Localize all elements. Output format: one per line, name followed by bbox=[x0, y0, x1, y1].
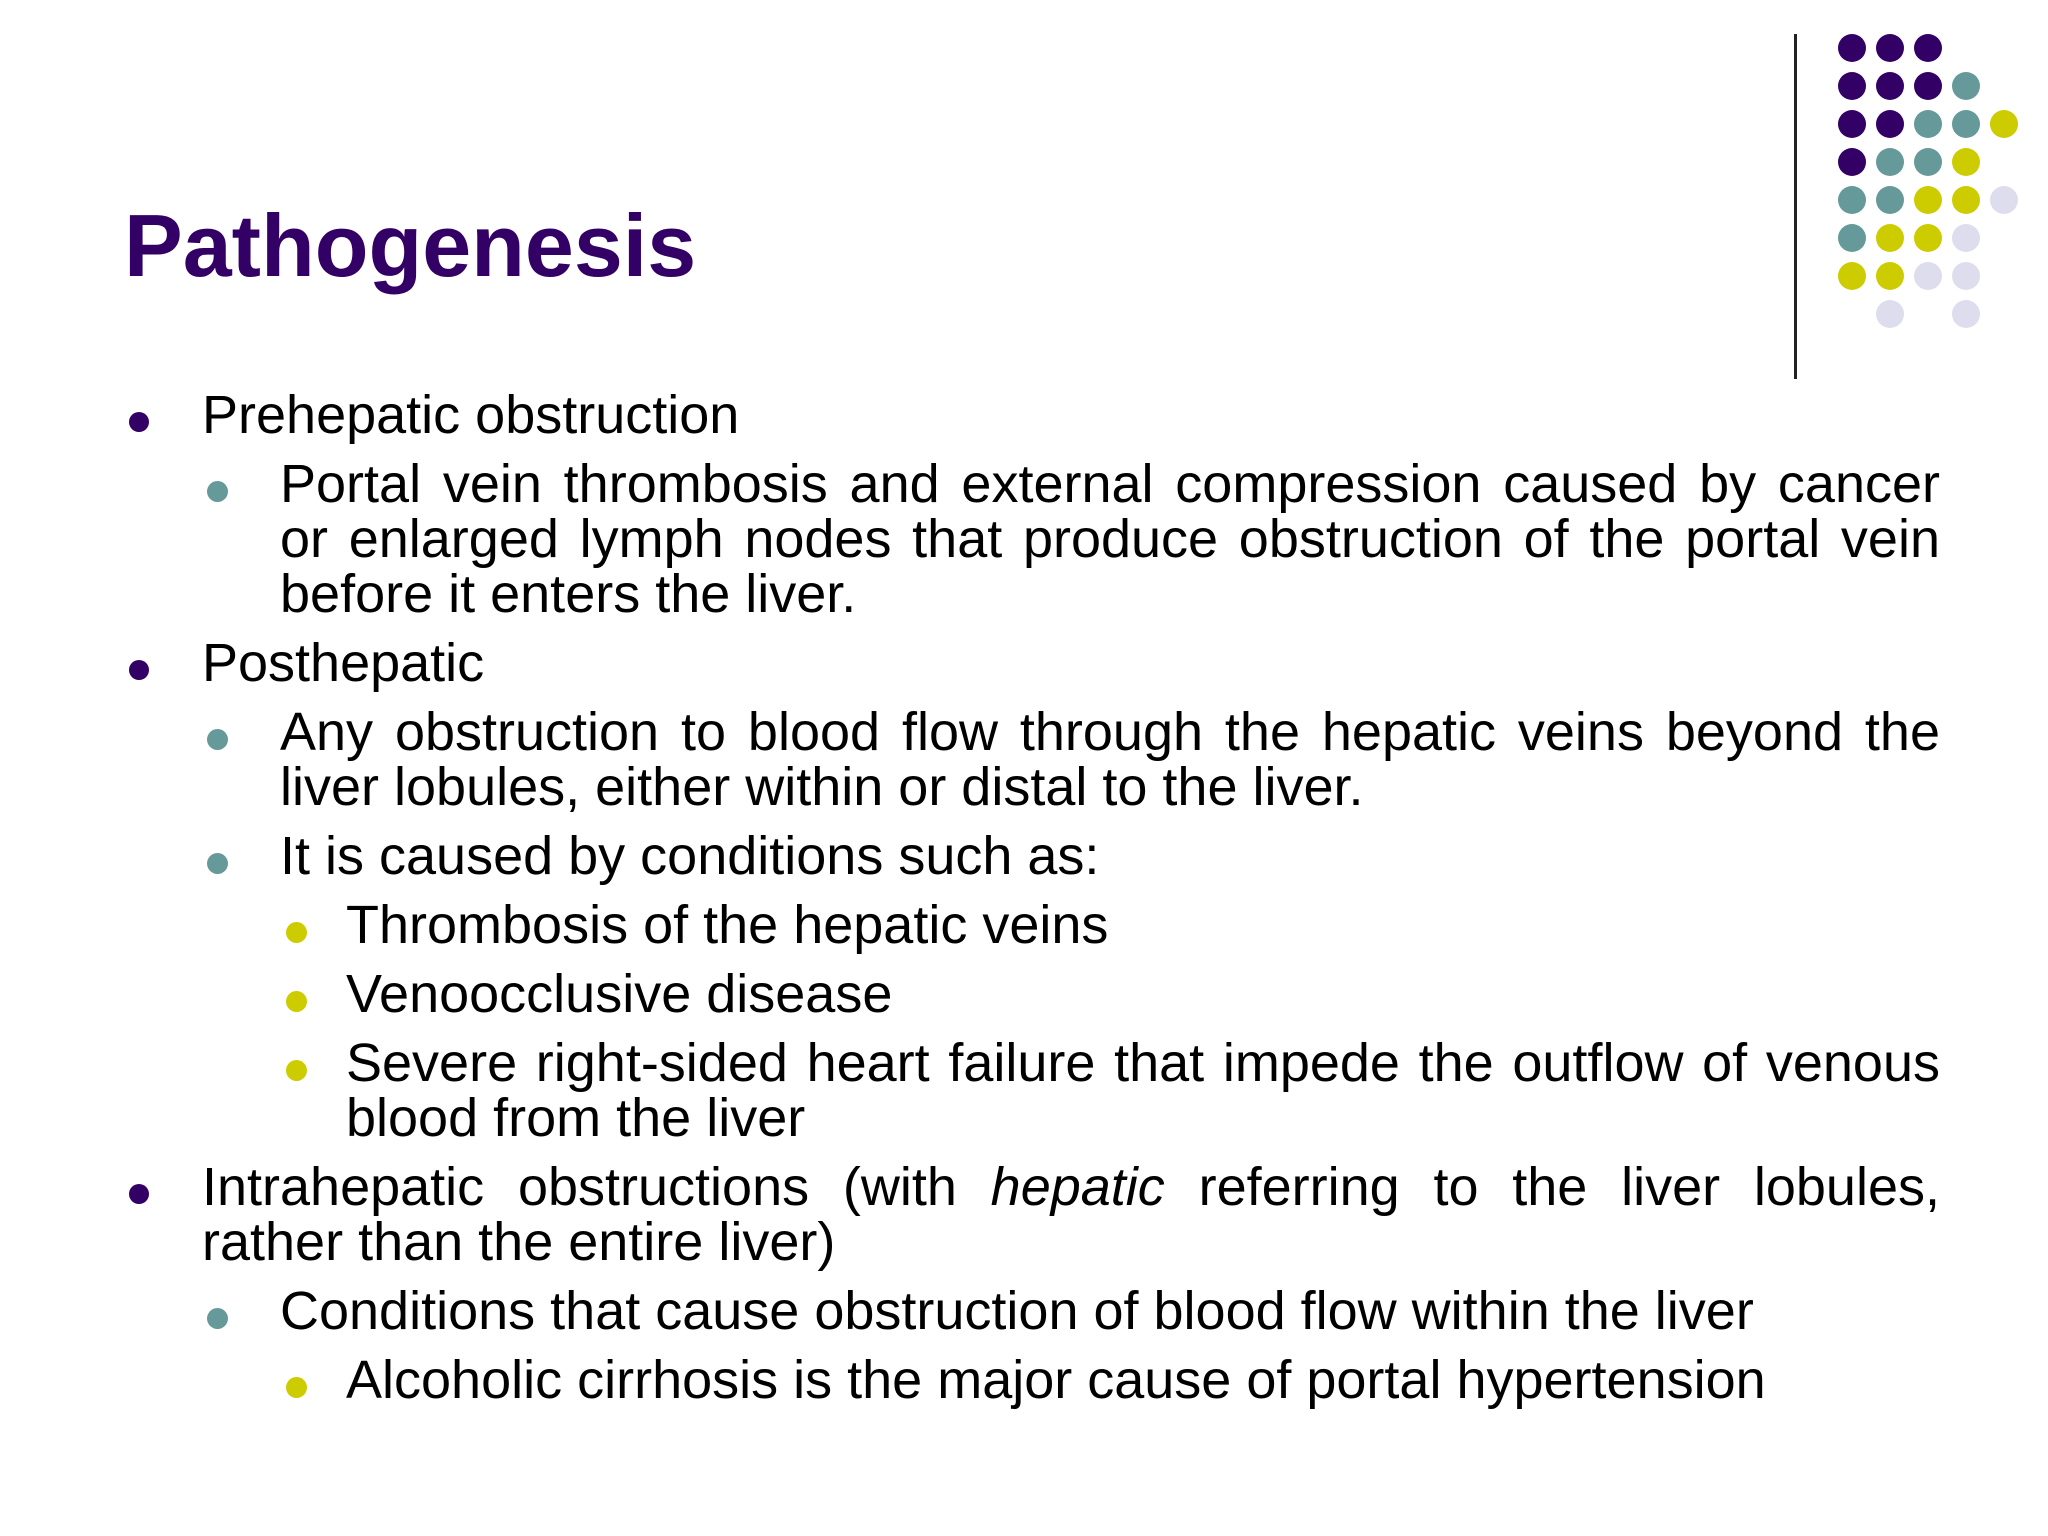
sub-bullet-caused-by bbox=[202, 826, 1940, 886]
decorative-dot bbox=[1838, 72, 1866, 100]
decorative-dot bbox=[1876, 72, 1904, 100]
decorative-dot bbox=[1914, 72, 1942, 100]
decorative-dot bbox=[1914, 262, 1942, 290]
bullet-text: Prehepatic obstruction bbox=[202, 385, 740, 445]
decorative-dot bbox=[1876, 34, 1904, 62]
bullet-dot-icon bbox=[207, 729, 228, 750]
decorative-dot bbox=[1876, 186, 1904, 214]
sub-bullet-conditions bbox=[202, 1281, 1940, 1341]
slide-title: Pathogenesis bbox=[124, 196, 697, 295]
decorative-dot bbox=[1914, 186, 1942, 214]
decorative-dot bbox=[1952, 110, 1980, 138]
decorative-dot bbox=[1952, 224, 1980, 252]
bullet-text-italic: hepatic bbox=[990, 1157, 1165, 1217]
decorative-dot bbox=[1876, 148, 1904, 176]
sub-sub-bullet-venoocclusive bbox=[280, 964, 1940, 1024]
bullet-dot-icon bbox=[286, 991, 307, 1012]
decorative-dot bbox=[1876, 224, 1904, 252]
decorative-dot bbox=[1914, 224, 1942, 252]
bullet-dot-icon bbox=[129, 1184, 149, 1204]
decorative-dot bbox=[1838, 34, 1866, 62]
decorative-dot bbox=[1914, 148, 1942, 176]
bullet-dot-icon bbox=[207, 481, 228, 502]
decorative-dot bbox=[1952, 72, 1980, 100]
bullet-posthepatic bbox=[124, 633, 1940, 693]
bullet-dot-icon bbox=[207, 853, 228, 874]
decorative-dot bbox=[1838, 186, 1866, 214]
decorative-dot bbox=[1990, 110, 2018, 138]
decorative-dot-grid bbox=[1838, 34, 2038, 334]
decorative-dot bbox=[1838, 110, 1866, 138]
decorative-dot bbox=[1876, 110, 1904, 138]
bullet-dot-icon bbox=[129, 660, 149, 680]
bullet-text: Posthepatic bbox=[202, 633, 485, 693]
bullet-text: Portal vein thrombosis and external compression caused by cancer or enlarged lymph nodes that produce obstruction of the portal vein before it enters the liver. bbox=[280, 454, 1940, 624]
bullet-dot-icon bbox=[286, 922, 307, 943]
bullet-text: Any obstruction to blood flow through the hepatic veins beyond the liver lobules, either within or distal to the liver. bbox=[280, 702, 1940, 817]
bullet-text-after: referring to the liver lobules, rather than the entire liver) bbox=[202, 1157, 1940, 1272]
bullet-prehepatic bbox=[124, 385, 1940, 445]
sub-sub-bullet-thrombosis bbox=[280, 895, 1940, 955]
decorative-dot bbox=[1952, 262, 1980, 290]
sub-bullet-portal-vein bbox=[202, 454, 1940, 624]
bullet-text: Alcoholic cirrhosis is the major cause of portal hypertension bbox=[346, 1350, 1766, 1410]
decorative-dot bbox=[1876, 262, 1904, 290]
sub-sub-bullet-heart-failure bbox=[280, 1033, 1940, 1148]
decorative-dot bbox=[1952, 186, 1980, 214]
decorative-dot bbox=[1838, 262, 1866, 290]
sub-sub-bullet-alcoholic-cirrhosis bbox=[280, 1350, 1940, 1410]
decorative-dot bbox=[1838, 148, 1866, 176]
bullet-text: Thrombosis of the hepatic veins bbox=[346, 895, 1109, 955]
bullet-intrahepatic bbox=[124, 1157, 1940, 1272]
bullet-dot-icon bbox=[129, 412, 149, 432]
decorative-dot bbox=[1876, 300, 1904, 328]
bullet-text: Venoocclusive disease bbox=[346, 964, 893, 1024]
slide-content bbox=[124, 385, 1940, 1422]
sub-bullet-any-obstruction bbox=[202, 702, 1940, 817]
decorative-dot bbox=[1914, 34, 1942, 62]
decorative-dot bbox=[1838, 224, 1866, 252]
title-divider-line bbox=[1794, 34, 1797, 379]
bullet-dot-icon bbox=[286, 1060, 307, 1081]
decorative-dot bbox=[1952, 300, 1980, 328]
bullet-text: It is caused by conditions such as: bbox=[280, 826, 1100, 886]
bullet-text-before: Intrahepatic obstructions (with bbox=[202, 1157, 991, 1217]
bullet-text: Conditions that cause obstruction of blood flow within the liver bbox=[280, 1281, 1754, 1341]
bullet-text: Severe right-sided heart failure that impede the outflow of venous blood from the liver bbox=[346, 1033, 1940, 1148]
bullet-dot-icon bbox=[286, 1377, 307, 1398]
decorative-dot bbox=[1914, 110, 1942, 138]
bullet-dot-icon bbox=[207, 1308, 228, 1329]
decorative-dot bbox=[1990, 186, 2018, 214]
decorative-dot bbox=[1952, 148, 1980, 176]
